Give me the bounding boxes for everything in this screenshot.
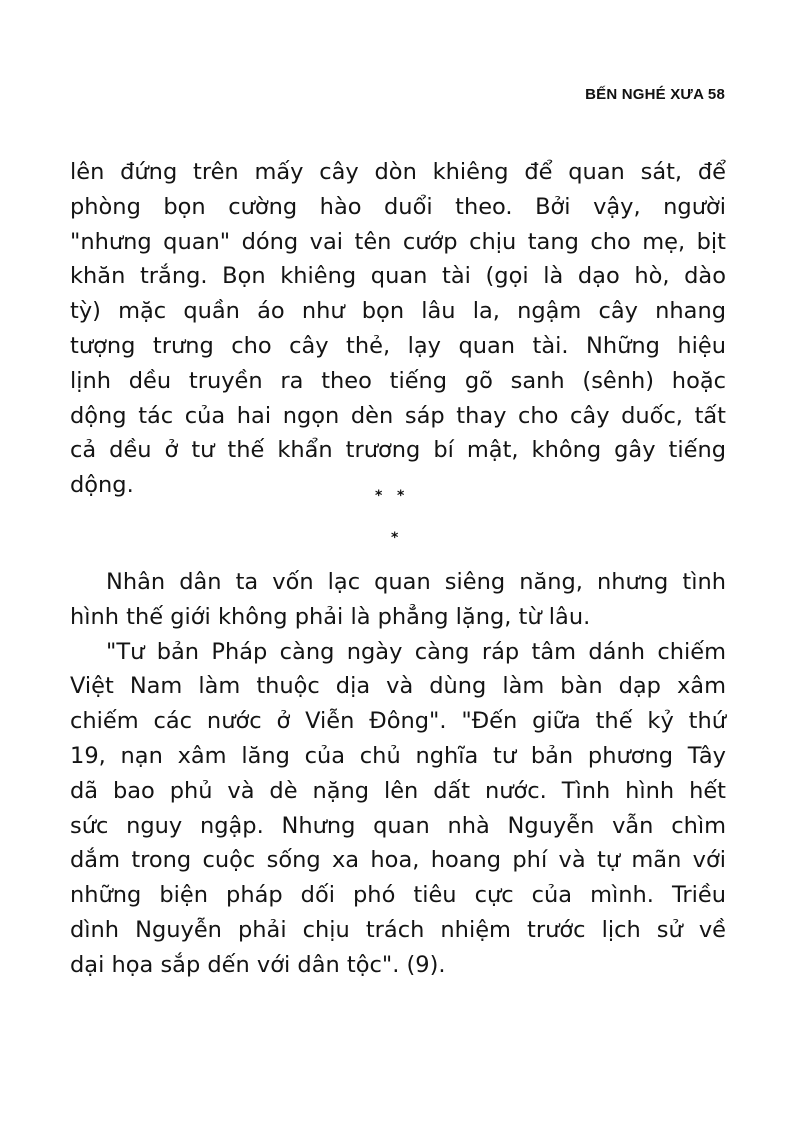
text-line: dắm trong cuộc sống xa hoa, hoang phí và tự mãn với: [70, 847, 726, 874]
text-line: 19, nạn xâm lăng của chủ nghĩa tư bản phương Tây: [70, 742, 726, 769]
running-head: BẾN NGHÉ XƯA 58: [585, 86, 725, 103]
text-line: tượng trưng cho cây thẻ, lạy quan tài. Những hiệu: [70, 332, 726, 359]
text-line: Nhân dân ta vốn lạc quan siêng năng, nhưng tình: [106, 569, 726, 595]
text-line: Việt Nam làm thuộc dịa và dùng làm bàn dạp xâm: [70, 673, 726, 700]
text-line: những biện pháp dối phó tiêu cực của mình. Triều: [70, 882, 726, 909]
text-line: lịnh dều truyền ra theo tiếng gõ sanh (sênh) hoặc: [70, 367, 726, 394]
text-line: "Tư bản Pháp càng ngày càng ráp tâm dánh chiếm: [106, 638, 726, 665]
separator-star: *: [397, 488, 405, 504]
separator-star: *: [375, 488, 383, 504]
text-line: dộng.: [70, 472, 134, 499]
separator-star: *: [391, 530, 399, 546]
text-line: lên đứng trên mấy cây dòn khiêng để quan sát, để: [70, 159, 726, 185]
text-line: dã bao phủ và dè nặng lên dất nước. Tình hình hết: [70, 777, 726, 804]
text-line: tỳ) mặc quần áo như bọn lâu la, ngậm cây nhang: [70, 298, 726, 325]
text-line: dình Nguyễn phải chịu trách nhiệm trước lịch sử về: [70, 916, 726, 943]
text-line: sức nguy ngập. Nhưng quan nhà Nguyễn vẫn chìm: [70, 812, 726, 839]
text-line: phòng bọn cường hào duổi theo. Bởi vậy, người: [70, 193, 726, 220]
paragraph-funeral-ruse: [70, 155, 726, 503]
text-line: "nhưng quan" dóng vai tên cướp chịu tang cho mẹ, bịt: [70, 228, 726, 255]
text-line: chiếm các nước ở Viễn Đông". "Đến giữa thế kỷ thứ: [70, 708, 726, 735]
text-line: dại họa sắp dến với dân tộc". (9).: [70, 951, 446, 978]
text-line: cả dều ở tư thế khẩn trương bí mật, không gây tiếng: [70, 437, 726, 464]
text-line: khăn trắng. Bọn khiêng quan tài (gọi là dạo hò, dào: [70, 263, 726, 290]
text-line: hình thế giới không phải là phẳng lặng, từ lâu.: [70, 603, 591, 630]
text-line: dộng tác của hai ngọn dèn sáp thay cho cây duốc, tất: [70, 402, 726, 429]
paragraph-section-two: [70, 565, 726, 983]
